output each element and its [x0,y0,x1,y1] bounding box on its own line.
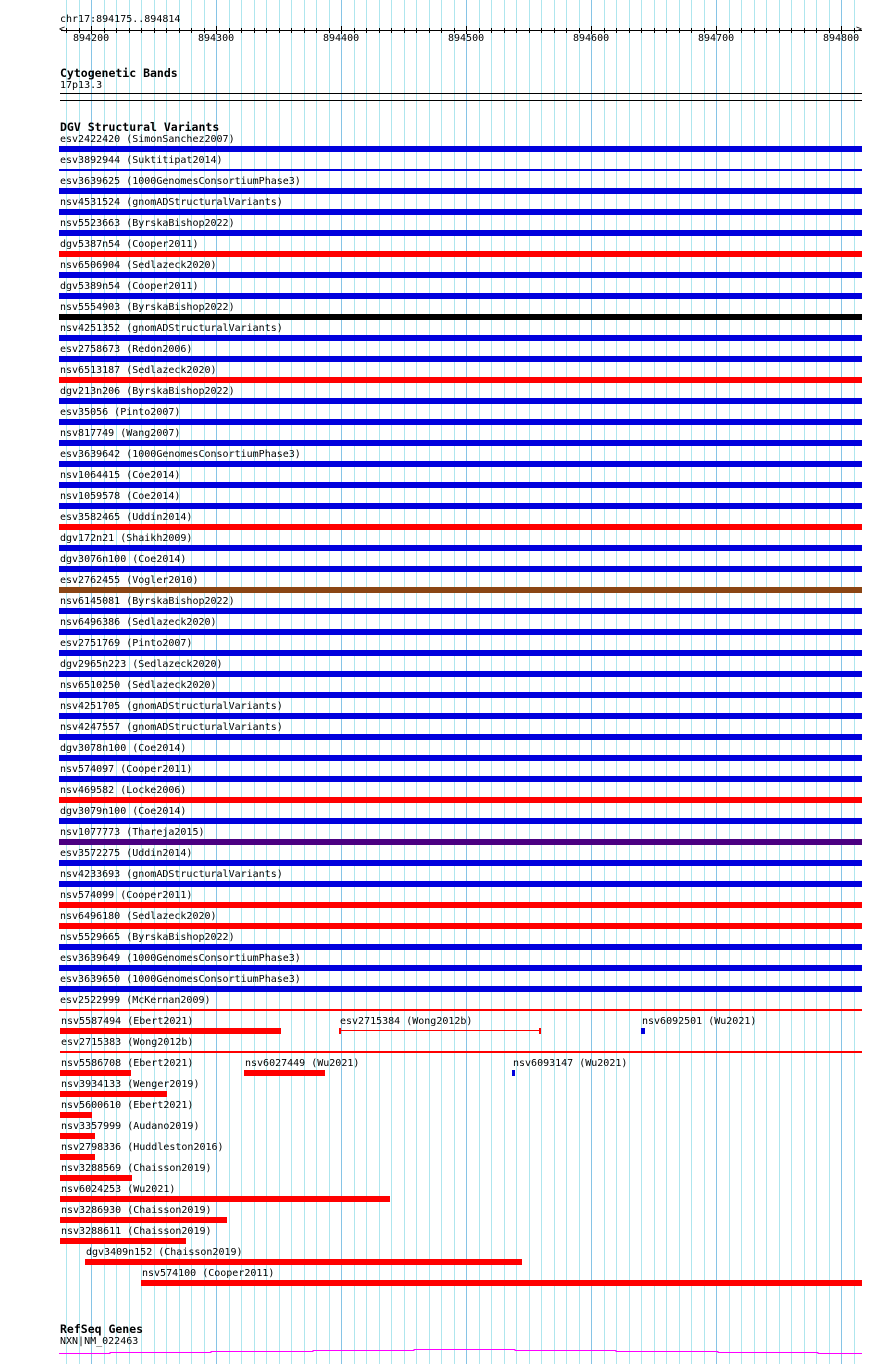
variant-label[interactable]: nsv6510250 (Sedlazeck2020) [60,680,217,691]
variant-label[interactable]: nsv6496180 (Sedlazeck2020) [60,911,217,922]
variant-label[interactable]: nsv6513187 (Sedlazeck2020) [60,365,217,376]
variant-label[interactable]: dgv5389n54 (Cooper2011) [60,281,199,292]
ruler-right-arrow-icon[interactable]: > [856,24,863,35]
variant-label[interactable]: nsv5554903 (ByrskaBishop2022) [60,302,235,313]
dgv-track-title: DGV Structural Variants [60,120,220,134]
variant-label[interactable]: nsv3288611 (Chaisson2019) [61,1226,212,1237]
ruler-tick-label: 894200 [73,33,110,44]
variant-label[interactable]: esv2715383 (Wong2012b) [61,1037,194,1048]
variant-label[interactable]: nsv574099 (Cooper2011) [60,890,193,901]
variant-label[interactable]: esv3639650 (1000GenomesConsortiumPhase3) [60,974,301,985]
variant-label[interactable]: dgv3079n100 (Coe2014) [60,806,187,817]
variant-label[interactable]: dgv3078n100 (Coe2014) [60,743,187,754]
ruler-left-arrow-icon[interactable]: < [59,24,66,35]
refseq-gene-label[interactable]: NXN|NM_022463 [60,1336,139,1347]
variant-label[interactable]: dgv172n21 (Shaikh2009) [60,533,193,544]
ruler-tick-label: 894300 [198,33,235,44]
variant-label[interactable]: esv3639649 (1000GenomesConsortiumPhase3) [60,953,301,964]
variant-label[interactable]: nsv4233693 (gnomADStructuralVariants) [60,869,283,880]
variant-label[interactable]: dgv3076n100 (Coe2014) [60,554,187,565]
variant-label[interactable]: nsv6506904 (Sedlazeck2020) [60,260,217,271]
variant-label[interactable]: nsv3357999 (Audano2019) [61,1121,200,1132]
ruler-tick-label: 894800 [823,33,860,44]
ruler-tick-label: 894700 [698,33,735,44]
variant-label[interactable]: esv3572275 (Uddin2014) [60,848,193,859]
variant-label[interactable]: esv3892944 (Suktitipat2014) [60,155,223,166]
variant-label[interactable]: nsv1059578 (Coe2014) [60,491,181,502]
variant-label[interactable]: nsv2798336 (Huddleston2016) [61,1142,224,1153]
variant-label[interactable]: nsv1064415 (Coe2014) [60,470,181,481]
variant-label[interactable]: nsv574097 (Cooper2011) [60,764,193,775]
variant-label[interactable]: nsv4531524 (gnomADStructuralVariants) [60,197,283,208]
cytobands-track-title: Cytogenetic Bands [60,66,178,80]
variant-label[interactable]: nsv4247557 (gnomADStructuralVariants) [60,722,283,733]
variant-label[interactable]: nsv6024253 (Wu2021) [61,1184,176,1195]
variant-label[interactable]: nsv6093147 (Wu2021) [513,1058,628,1069]
variant-label[interactable]: nsv3288569 (Chaisson2019) [61,1163,212,1174]
variant-label[interactable]: esv3639642 (1000GenomesConsortiumPhase3) [60,449,301,460]
variant-label[interactable]: nsv5523663 (ByrskaBishop2022) [60,218,235,229]
variant-label[interactable]: dgv2965n223 (Sedlazeck2020) [60,659,223,670]
variant-label[interactable]: dgv3409n152 (Chaisson2019) [86,1247,243,1258]
variant-label[interactable]: nsv3934133 (Wenger2019) [61,1079,200,1090]
variant-label[interactable]: nsv817749 (Wang2007) [60,428,181,439]
variant-label[interactable]: dgv213n206 (ByrskaBishop2022) [60,386,235,397]
ruler-tick-label: 894600 [573,33,610,44]
variant-label[interactable]: nsv3286930 (Chaisson2019) [61,1205,212,1216]
refseq-track-title: RefSeq Genes [60,1322,144,1336]
variant-label[interactable]: esv2751769 (Pinto2007) [60,638,193,649]
variant-label[interactable]: nsv1077773 (Thareja2015) [60,827,205,838]
cytoband-label[interactable]: 17p13.3 [60,80,103,91]
variant-label[interactable]: nsv5587494 (Ebert2021) [61,1016,194,1027]
variant-label[interactable]: nsv6145081 (ByrskaBishop2022) [60,596,235,607]
gene-intron-line [59,1350,862,1354]
variant-label[interactable]: nsv4251352 (gnomADStructuralVariants) [60,323,283,334]
variant-label[interactable]: nsv4251705 (gnomADStructuralVariants) [60,701,283,712]
variant-label[interactable]: dgv5387n54 (Cooper2011) [60,239,199,250]
variant-label[interactable]: nsv5529665 (ByrskaBishop2022) [60,932,235,943]
ruler-tick-label: 894400 [323,33,360,44]
variant-label[interactable]: nsv574100 (Cooper2011) [142,1268,275,1279]
variant-label[interactable]: esv3639625 (1000GenomesConsortiumPhase3) [60,176,301,187]
variant-label[interactable]: esv2715384 (Wong2012b) [340,1016,473,1027]
variant-label[interactable]: nsv6092501 (Wu2021) [642,1016,757,1027]
variant-label[interactable]: nsv469582 (Locke2006) [60,785,187,796]
variant-label[interactable]: esv2522999 (McKernan2009) [60,995,211,1006]
variant-label[interactable]: esv2762455 (Vogler2010) [60,575,199,586]
variant-label[interactable]: esv35056 (Pinto2007) [60,407,181,418]
variant-label[interactable]: esv2422420 (SimonSanchez2007) [60,134,235,145]
variant-label[interactable]: esv2758673 (Redon2006) [60,344,193,355]
variant-label[interactable]: nsv5586708 (Ebert2021) [61,1058,194,1069]
variant-label[interactable]: esv3582465 (Uddin2014) [60,512,193,523]
variant-label[interactable]: nsv6496386 (Sedlazeck2020) [60,617,217,628]
variant-label[interactable]: nsv5600610 (Ebert2021) [61,1100,194,1111]
ruler-tick-label: 894500 [448,33,485,44]
variant-label[interactable]: nsv6027449 (Wu2021) [245,1058,360,1069]
location-label: chr17:894175..894814 [60,14,181,25]
